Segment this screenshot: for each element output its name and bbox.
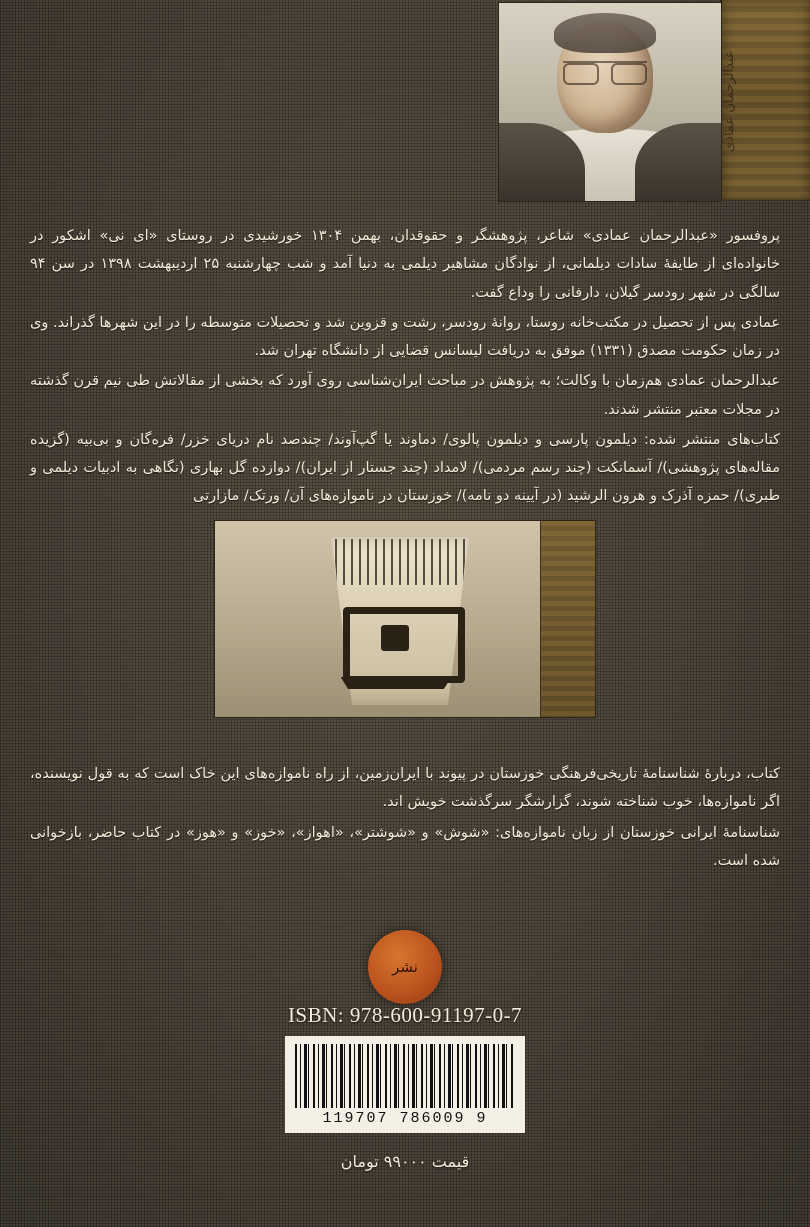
book-summary-block xyxy=(30,760,780,877)
bio-paragraph-1: پروفسور «عبدالرحمان عمادی» شاعر، پژوهشگر و حقوقدان، بهمن ۱۳۰۴ خورشیدی در روستای «ای نی» اشکور در خانواده‌ای از طایفهٔ سادات دیلمانی، از نوادگان مشاهیر دیلمی به دنیا آمد و شب چهارشنبه ۲۵ اردیبهشت ۱۳۹۸ در سن ۹۴ سالگی در شهر رودسر گیلان، دارفانی را وداع گفت. xyxy=(30,228,780,301)
isbn-text: ISBN: 978-600-91197-0-7 xyxy=(287,1003,523,1027)
isbn-area xyxy=(0,1003,810,1133)
ornament-band-label: عبدالرحمان عمادی xyxy=(722,50,737,152)
publisher-logo-label: نشر xyxy=(392,957,418,976)
author-portrait-photo xyxy=(498,2,722,202)
artifact-motif-base-band xyxy=(333,677,459,689)
barcode xyxy=(285,1036,525,1133)
price-label: قیمت ۹۹۰۰۰ تومان xyxy=(340,1152,470,1171)
summary-paragraph-1: کتاب، دربارهٔ شناسنامهٔ تاریخی‌فرهنگی خوزستان در پیوند با ایران‌زمین، از راه ناموازه‌های این خاک است که به قول نویسنده، اگر ناموازه‌ها، خوب شناخته شوند، گزارشگر سرگذشت خویش اند. xyxy=(30,766,780,811)
author-biography-block xyxy=(30,222,780,513)
publisher-logo xyxy=(368,930,442,1004)
portrait-glasses xyxy=(563,61,647,83)
artifact-vessel-hatching xyxy=(327,539,473,585)
decorative-ornament-band xyxy=(720,0,810,200)
summary-paragraph-2: شناسنامهٔ ایرانی خوزستان از زبان ناموازه‌های: «شوش» و «شوشتر»، «اهواز»، «خوز» و «هوز» در کتاب حاضر، بازخوانی شده است. xyxy=(30,824,780,869)
artifact-photo-ornament-strip xyxy=(540,521,595,717)
portrait-hair xyxy=(554,13,656,53)
artifact-photo xyxy=(214,520,596,718)
artifact-motif-center xyxy=(381,625,409,651)
bio-paragraph-3: عبدالرحمان عمادی هم‌زمان با وکالت؛ به پژوهش در مباحث ایران‌شناسی روی آورد که بخشی از مقالاتش طی نیم قرن گذشته در مجلات معتبر منتشر شدند. xyxy=(30,373,780,418)
barcode-bars xyxy=(295,1044,515,1108)
bio-paragraph-4: کتاب‌های منتشر شده: دیلمون پارسی و دیلمون پالوی/ دماوند یا گپ‌آوند/ چندصد نام دریای خزر/ فره‌گان و بی‌بیه (گزیده مقاله‌های پژوهشی)/ آسمانکت (چند رسم مردمی)/ لامداد (چند جستار از ایران)/ دوازده گل بهاری (نگاهی به ادبیات دیلمی و طبری)/ حمزه آذرک و هرون الرشید (در آیینه دو نامه)/ خوزستان در ناموازه‌های آن/ ورتک/ مازارتی xyxy=(30,431,780,505)
barcode-digits: 9 786009 119707 xyxy=(322,1110,488,1127)
bio-paragraph-2: عمادی پس از تحصیل در مکتب‌خانه روستا، روانهٔ رودسر، رشت و قزوین شد و تحصیلات متوسطه را در این شهرها گذراند. وی در زمان حکومت مصدق (۱۳۳۱) موفق به دریافت لیسانس قضایی از دانشگاه تهران شد. xyxy=(30,314,780,360)
